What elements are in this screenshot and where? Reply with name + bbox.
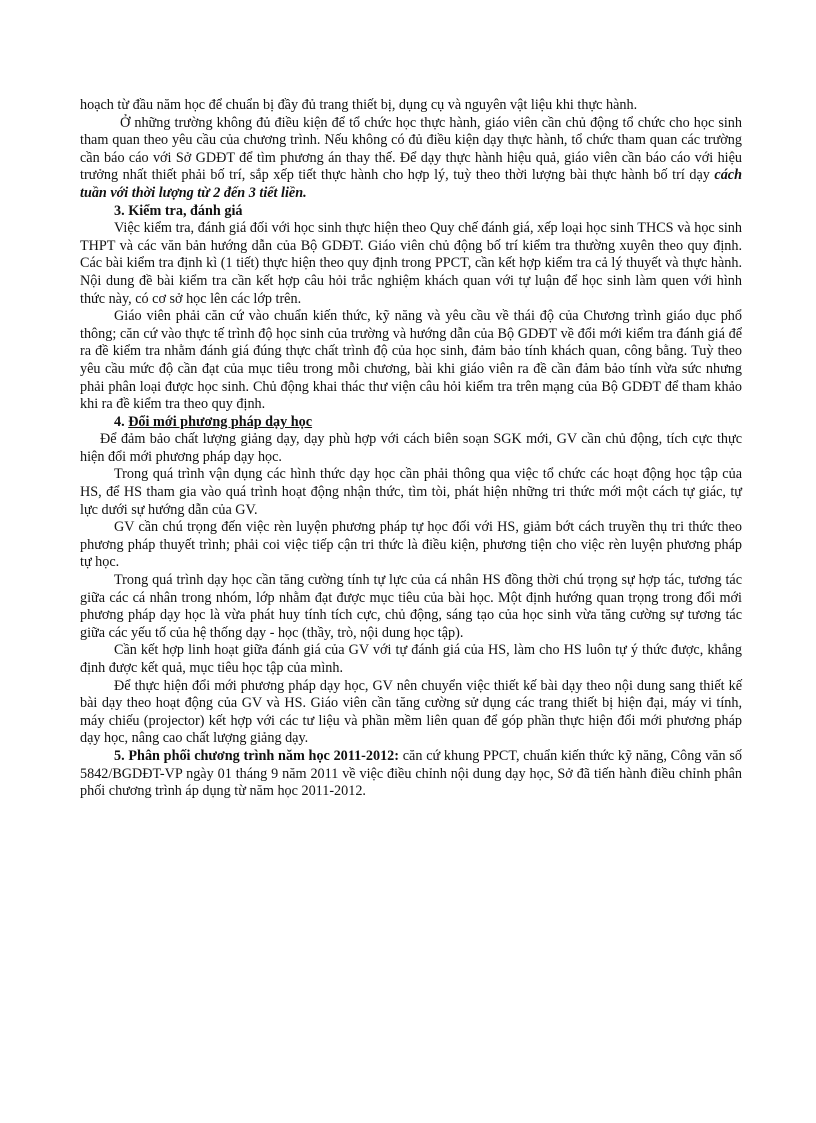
paragraph-self-study: GV cần chú trọng đến việc rèn luyện phương pháp tự học đối với HS, giảm bớt cách truyền thụ tri thức theo phương pháp thuyết trình; phải coi việc tiếp cận tri thức là điều kiện, phương tiện cho việc rèn luyện phương pháp tự học. bbox=[80, 519, 742, 571]
paragraph-field-trip-emphasis: cách tuần với thời lượng từ 2 đến 3 tiết liền. bbox=[80, 167, 742, 201]
paragraph-cooperation: Trong quá trình dạy học cần tăng cường tính tự lực của cá nhân HS đồng thời chú trọng sự hợp tác, tương tác giữa các cá nhân trong nhóm, lớp nhằm đạt được mục tiêu của bài học. Một định hướng quan trọng trong đổi mới phương pháp dạy học là vừa phát huy tính tích cực, chủ động, sáng tạo của học sinh vừa tăng cường sự tương tác giữa các yếu tố của hệ thống dạy - học (thầy, trò, nội dung học tập). bbox=[80, 572, 742, 641]
paragraph-practice-prep: hoạch từ đầu năm học để chuẩn bị đầy đủ trang thiết bị, dụng cụ và nguyên vật liệu khi thực hành. bbox=[80, 97, 638, 113]
paragraph-assessment-standards: Giáo viên phải căn cứ vào chuẩn kiến thức, kỹ năng và yêu cầu về thái độ của Chương trình giáo dục phổ thông; căn cứ vào thực tế trình độ học sinh của trường và hướng dẫn của Bộ GDĐT về đổi mới kiểm tra đánh giá để ra đề kiểm tra nhằm đánh giá đúng thực chất trình độ của học sinh, đảm bảo tính khách quan, công bằng. Tuỳ theo yêu cầu mức độ cần đạt của mục tiêu trong mỗi chương, bài khi giáo viên ra đề cần đảm bảo tính vừa sức nhưng phải phân loại được học sinh. Chủ động khai thác thư viện câu hỏi kiểm tra trên mạng của Bộ GDĐT để tham khảo khi ra đề kiểm tra theo quy định. bbox=[80, 308, 742, 413]
document-page bbox=[80, 97, 742, 801]
paragraph-lesson-design: Để thực hiện đổi mới phương pháp dạy học, GV nên chuyển việc thiết kế bài dạy theo nội dung sang thiết kế bài dạy theo hoạt động của GV và HS. Giáo viên cần tăng cường sử dụng các trang thiết bị hiện đại, máy vi tính, máy chiếu (projector) kết hợp với các tư liệu và phần mềm liên quan để góp phần thực hiện đổi mới phương pháp dạy học, nâng cao chất lượng giảng dạy. bbox=[80, 677, 742, 747]
paragraph-assessment-rules: Việc kiểm tra, đánh giá đối với học sinh thực hiện theo Quy chế đánh giá, xếp loại học sinh THCS và học sinh THPT và các văn bản hướng dẫn của Bộ GDĐT. Giáo viên chủ động bố trí kiểm tra thường xuyên theo quy định. Các bài kiểm tra định kì (1 tiết) thực hiện theo quy định trong PPCT, cần kết hợp kiểm tra cả lý thuyết và thực hành. Nội dung đề bài kiểm tra cần kết hợp câu hỏi trắc nghiệm khách quan với tự luận để học sinh làm quen với hình thức này, có cơ sở học lên các lớp trên. bbox=[80, 220, 742, 307]
paragraph-activities: Trong quá trình vận dụng các hình thức dạy học cần phải thông qua việc tổ chức các hoạt động học tập của HS, để HS tham gia vào quá trình hoạt động nhận thức, tìm tòi, phát hiện những tri thức mới một cách tự giác, tự lực dưới sự hướng dẫn của GV. bbox=[80, 466, 742, 518]
paragraph-quality: Để đảm bảo chất lượng giảng dạy, dạy phù hợp với cách biên soạn SGK mới, GV cần chủ động, tích cực thực hiện đổi mới phương pháp dạy học. bbox=[80, 431, 742, 465]
paragraph-curriculum bbox=[80, 748, 742, 801]
heading-teaching-methods bbox=[80, 414, 742, 432]
paragraph-field-trip bbox=[80, 115, 742, 203]
paragraph-curriculum-text: căn cứ khung PPCT, chuẩn kiến thức kỹ năng, Công văn số 5842/BGDĐT-VP ngày 01 tháng 9 năm 2011 về việc điều chỉnh nội dung dạy học, Sở đã tiến hành điều chỉnh phân phối chương trình áp dụng từ năm học 2011-2012. bbox=[80, 747, 742, 800]
heading-teaching-methods-title: Đổi mới phương pháp dạy học bbox=[128, 413, 313, 430]
heading-assessment: 3. Kiểm tra, đánh giá bbox=[114, 202, 243, 219]
paragraph-self-assessment: Cần kết hợp linh hoạt giữa đánh giá của GV với tự đánh giá của HS, làm cho HS luôn tự ý thức được, khẳng định được kết quả, mục tiêu học tập của mình. bbox=[80, 642, 742, 676]
paragraph-curriculum-heading: 5. Phân phối chương trình năm học 2011-2012: bbox=[114, 747, 400, 764]
heading-teaching-methods-number: 4. bbox=[114, 413, 129, 430]
paragraph-field-trip-text: Ở những trường không đủ điều kiện để tổ chức học thực hành, giáo viên cần chủ động tổ chức cho học sinh tham quan theo yêu cầu của chương trình. Nếu không có đủ điều kiện dạy thực hành, tổ chức tham quan các trường cần báo cáo với Sở GDĐT để tìm phương án thay thế. Để dạy thực hành hiệu quả, giáo viên cần báo cáo với hiệu trưởng nhất thiết phải bố trí, sắp xếp tiết thực hành cho hợp lý, tuỳ theo thời lượng bài thực hành bố trí dạy bbox=[80, 114, 742, 184]
